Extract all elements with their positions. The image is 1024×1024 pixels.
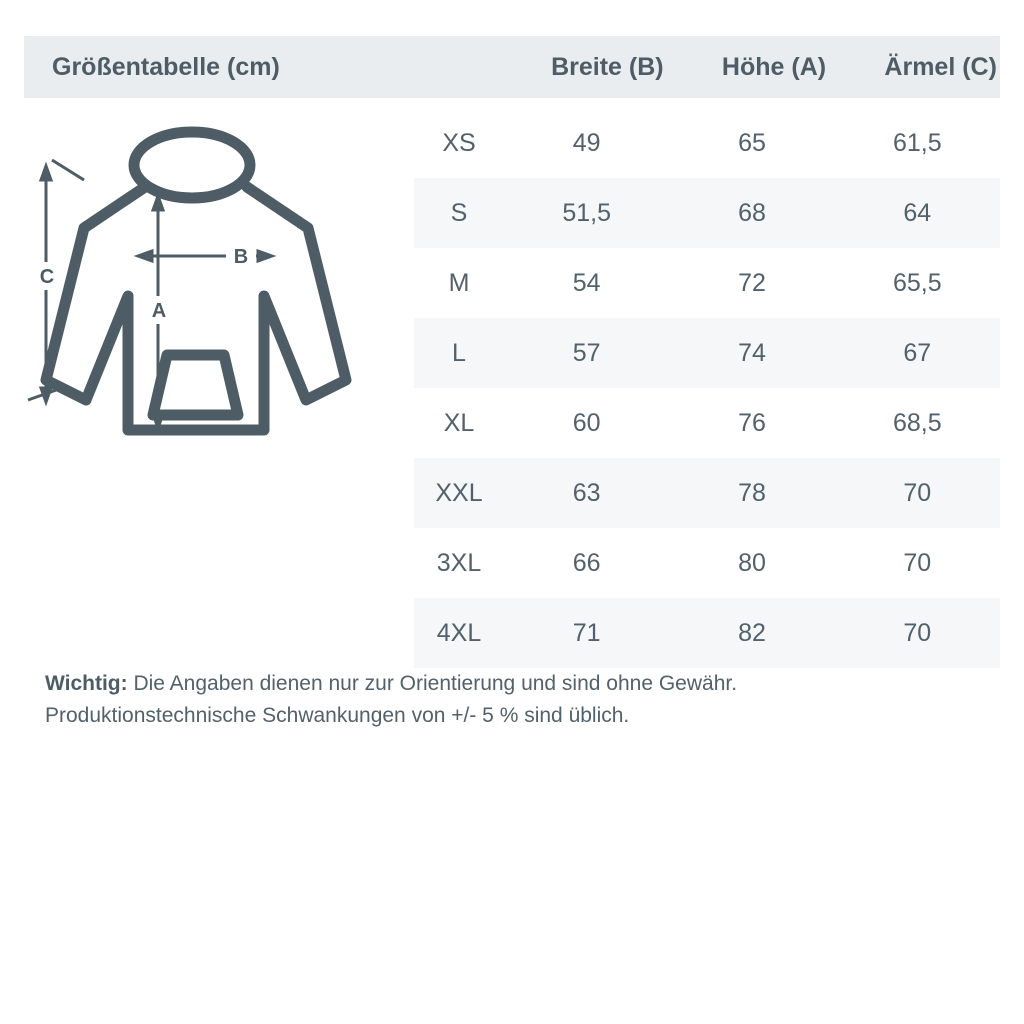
- hoodie-measurement-diagram: [24, 110, 414, 470]
- disclaimer-label: Wichtig:: [45, 672, 128, 695]
- page-title: Größentabelle (cm): [52, 52, 280, 81]
- table-row: [414, 108, 1000, 178]
- cell-height: 68: [738, 198, 766, 227]
- cell-sleeve: 64: [903, 198, 932, 227]
- cell-width: 71: [572, 618, 601, 647]
- cell-width: 63: [572, 478, 601, 507]
- label-height: A: [151, 300, 167, 322]
- cell-height: 78: [738, 478, 766, 507]
- cell-sleeve: 70: [903, 618, 932, 647]
- cell-height: 72: [738, 268, 766, 297]
- cell-sleeve: 65,5: [892, 268, 942, 297]
- table-row: [414, 178, 1000, 248]
- column-header-width: Breite (B): [551, 52, 664, 81]
- cell-sleeve: 68,5: [892, 408, 942, 437]
- cell-height: 82: [738, 618, 766, 647]
- cell-size: XL: [443, 408, 475, 437]
- cell-size: 3XL: [436, 548, 482, 577]
- table-row: [414, 248, 1000, 318]
- label-width: B: [233, 246, 249, 268]
- table-header: [24, 36, 1000, 98]
- cell-sleeve: 61,5: [892, 128, 942, 157]
- cell-sleeve: 70: [903, 478, 932, 507]
- table-row: [414, 528, 1000, 598]
- cell-size: S: [450, 198, 468, 227]
- cell-height: 76: [738, 408, 766, 437]
- disclaimer-line1: Die Angaben dienen nur zur Orientierung und sind ohne Gewähr.: [127, 672, 738, 695]
- cell-sleeve: 67: [903, 338, 932, 367]
- cell-width: 54: [572, 268, 601, 297]
- table-row: [414, 458, 1000, 528]
- cell-size: M: [448, 268, 470, 297]
- cell-width: 66: [572, 548, 601, 577]
- cell-size: XS: [442, 128, 476, 157]
- disclaimer-note: [45, 668, 995, 731]
- cell-sleeve: 70: [903, 548, 932, 577]
- table-row: [414, 598, 1000, 668]
- table-row: [414, 388, 1000, 458]
- column-header-sleeve: Ärmel (C): [884, 52, 997, 81]
- size-table: [414, 108, 1000, 668]
- cell-height: 74: [738, 338, 766, 367]
- column-headers: [524, 36, 1024, 98]
- cell-width: 49: [572, 128, 601, 157]
- cell-size: L: [452, 338, 466, 367]
- table-row: [414, 318, 1000, 388]
- cell-width: 51,5: [562, 198, 611, 227]
- disclaimer-line2: Produktionstechnische Schwankungen von +/- 5 % sind üblich.: [45, 703, 630, 727]
- cell-size: XXL: [435, 478, 483, 507]
- label-sleeve: C: [39, 266, 55, 288]
- column-header-height: Höhe (A): [721, 52, 827, 81]
- cell-height: 80: [738, 548, 766, 577]
- cell-width: 60: [572, 408, 601, 437]
- cell-width: 57: [572, 338, 601, 367]
- cell-height: 65: [738, 128, 766, 157]
- cell-size: 4XL: [436, 618, 482, 647]
